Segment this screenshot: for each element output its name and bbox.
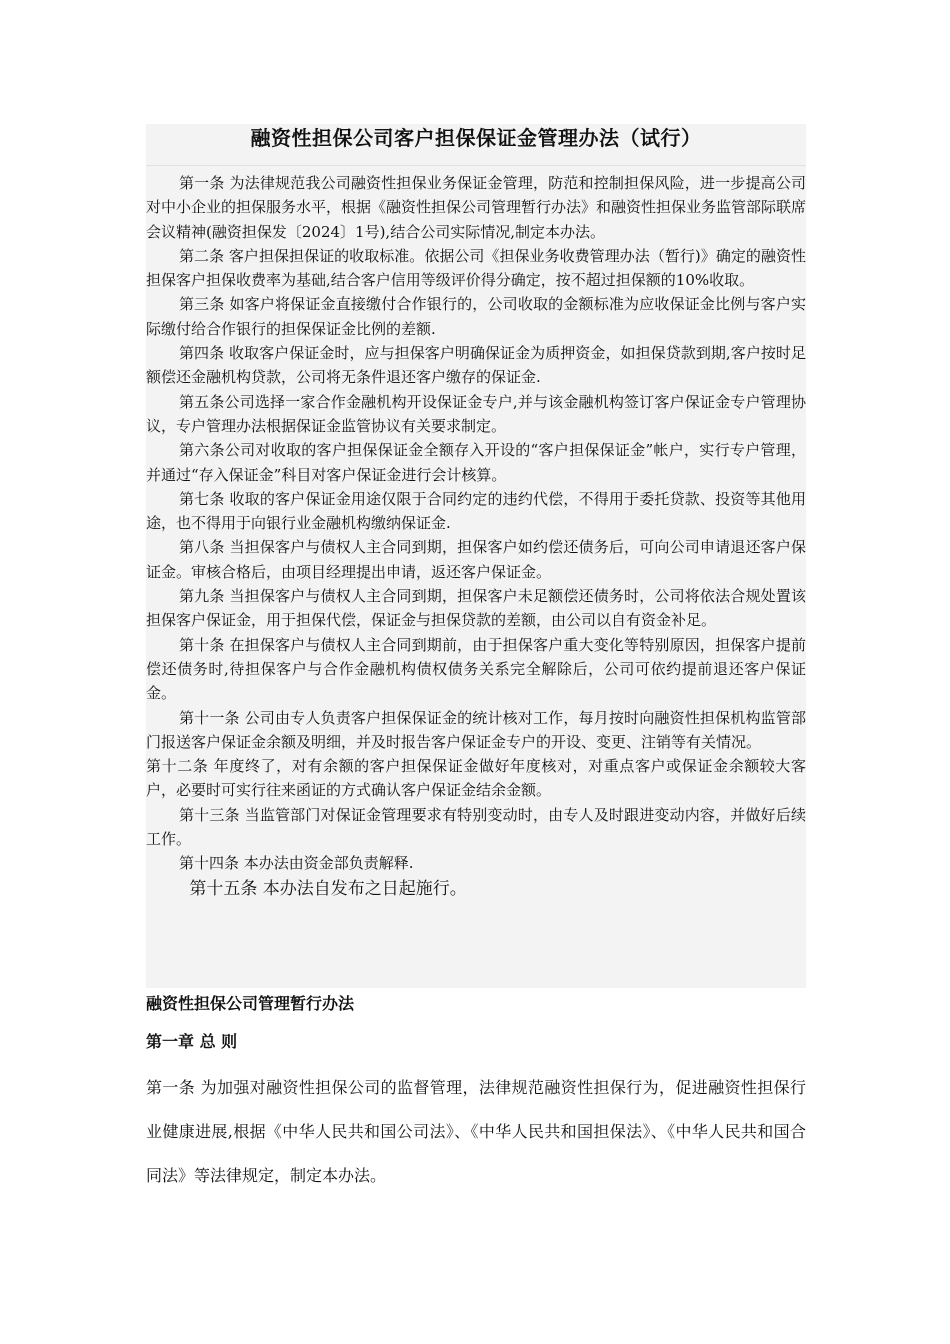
article-8: 第八条 当担保客户与债权人主合同到期，担保客户如约偿还债务后，可向公司申请退还客户保证金。审核合格后，由项目经理提出申请，返还客户保证金。 — [146, 538, 806, 581]
article-10: 第十条 在担保客户与债权人主合同到期前，由于担保客户重大变化等特别原因，担保客户提前偿还债务时,待担保客户与合作金融机构债权债务关系完全解除后，公司可依约提前退还客户保证金。 — [146, 635, 806, 703]
article-3: 第三条 如客户将保证金直接缴付合作银行的，公司收取的金额标准为应收保证金比例与客户实际缴付给合作银行的担保保证金比例的差额. — [146, 295, 806, 338]
article-list — [146, 166, 806, 902]
chapter-heading: 第一章 总 则 — [146, 1032, 238, 1051]
article-15: 第十五条 本办法自发布之日起施行。 — [189, 878, 467, 899]
article-6: 第六条公司对收取的客户担保保证金全额存入开设的“客户担保保证金”帐户，实行专户管理，并通过“存入保证金”科目对客户保证金进行会计核算。 — [146, 441, 806, 484]
document-title: 融资性担保公司客户担保保证金管理办法（试行） — [146, 124, 806, 166]
guarantee-deposit-document — [146, 124, 806, 988]
article-4: 第四条 收取客户保证金时，应与担保客户明确保证金为质押资金，如担保贷款到期,客户按时足额偿还金融机构贷款，公司将无条件退还客户缴存的保证金. — [146, 344, 806, 387]
article-9: 第九条 当担保客户与债权人主合同到期，担保客户未足额偿还债务时，公司将依法合规处置该担保客户保证金，用于担保代偿，保证金与担保贷款的差额，由公司以自有资金补足。 — [146, 587, 806, 630]
article-13: 第十三条 当监管部门对保证金管理要求有特别变动时，由专人及时跟进变动内容，并做好后续工作。 — [146, 805, 806, 849]
article-5: 第五条公司选择一家合作金融机构开设保证金专户,并与该金融机构签订客户保证金专户管理协议，专户管理办法根据保证金监管协议有关要求制定。 — [146, 392, 806, 435]
article-1: 第一条 为法律规范我公司融资性担保业务保证金管理，防范和控制担保风险，进一步提高公司对中小企业的担保服务水平，根据《融资性担保公司管理暂行办法》和融资性担保业务监管部际联席会议精神(融资担保发〔2024〕1号),结合公司实际情况,制定本办法。 — [146, 174, 807, 241]
article-2: 第二条 客户担保担保证的收取标准。依据公司《担保业务收费管理办法（暂行)》确定的融资性担保客户担保收费率为基础,结合客户信用等级评价得分确定，按不超过担保额的10%收取。 — [146, 246, 806, 290]
article-14: 第十四条 本办法由资金部负责解释. — [179, 854, 414, 873]
chapter-article-1: 第一条 为加强对融资性担保公司的监督管理，法律规范融资性担保行为，促进融资性担保行业健康进展,根据《中华人民共和国公司法》、《中华人民共和国担保法》、《中华人民共和国合同法》等法律规定，制定本办法。 — [146, 1078, 806, 1185]
article-11: 第十一条 公司由专人负责客户担保保证金的统计核对工作，每月按时向融资性担保机构监管部门报送客户保证金余额及明细，并及时报告客户保证金专户的开设、变更、注销等有关情况。 — [146, 708, 806, 751]
article-7: 第七条 收取的客户保证金用途仅限于合同约定的违约代偿，不得用于委托贷款、投资等其他用途，也不得用于向银行业金融机构缴纳保证金. — [146, 489, 806, 533]
second-document-title: 融资性担保公司管理暂行办法 — [146, 994, 355, 1013]
article-12: 第十二条 年度终了，对有余额的客户担保保证金做好年度核对，对重点客户或保证金余额较大客户，必要时可实行往来函证的方式确认客户保证金结余金额。 — [146, 757, 806, 800]
